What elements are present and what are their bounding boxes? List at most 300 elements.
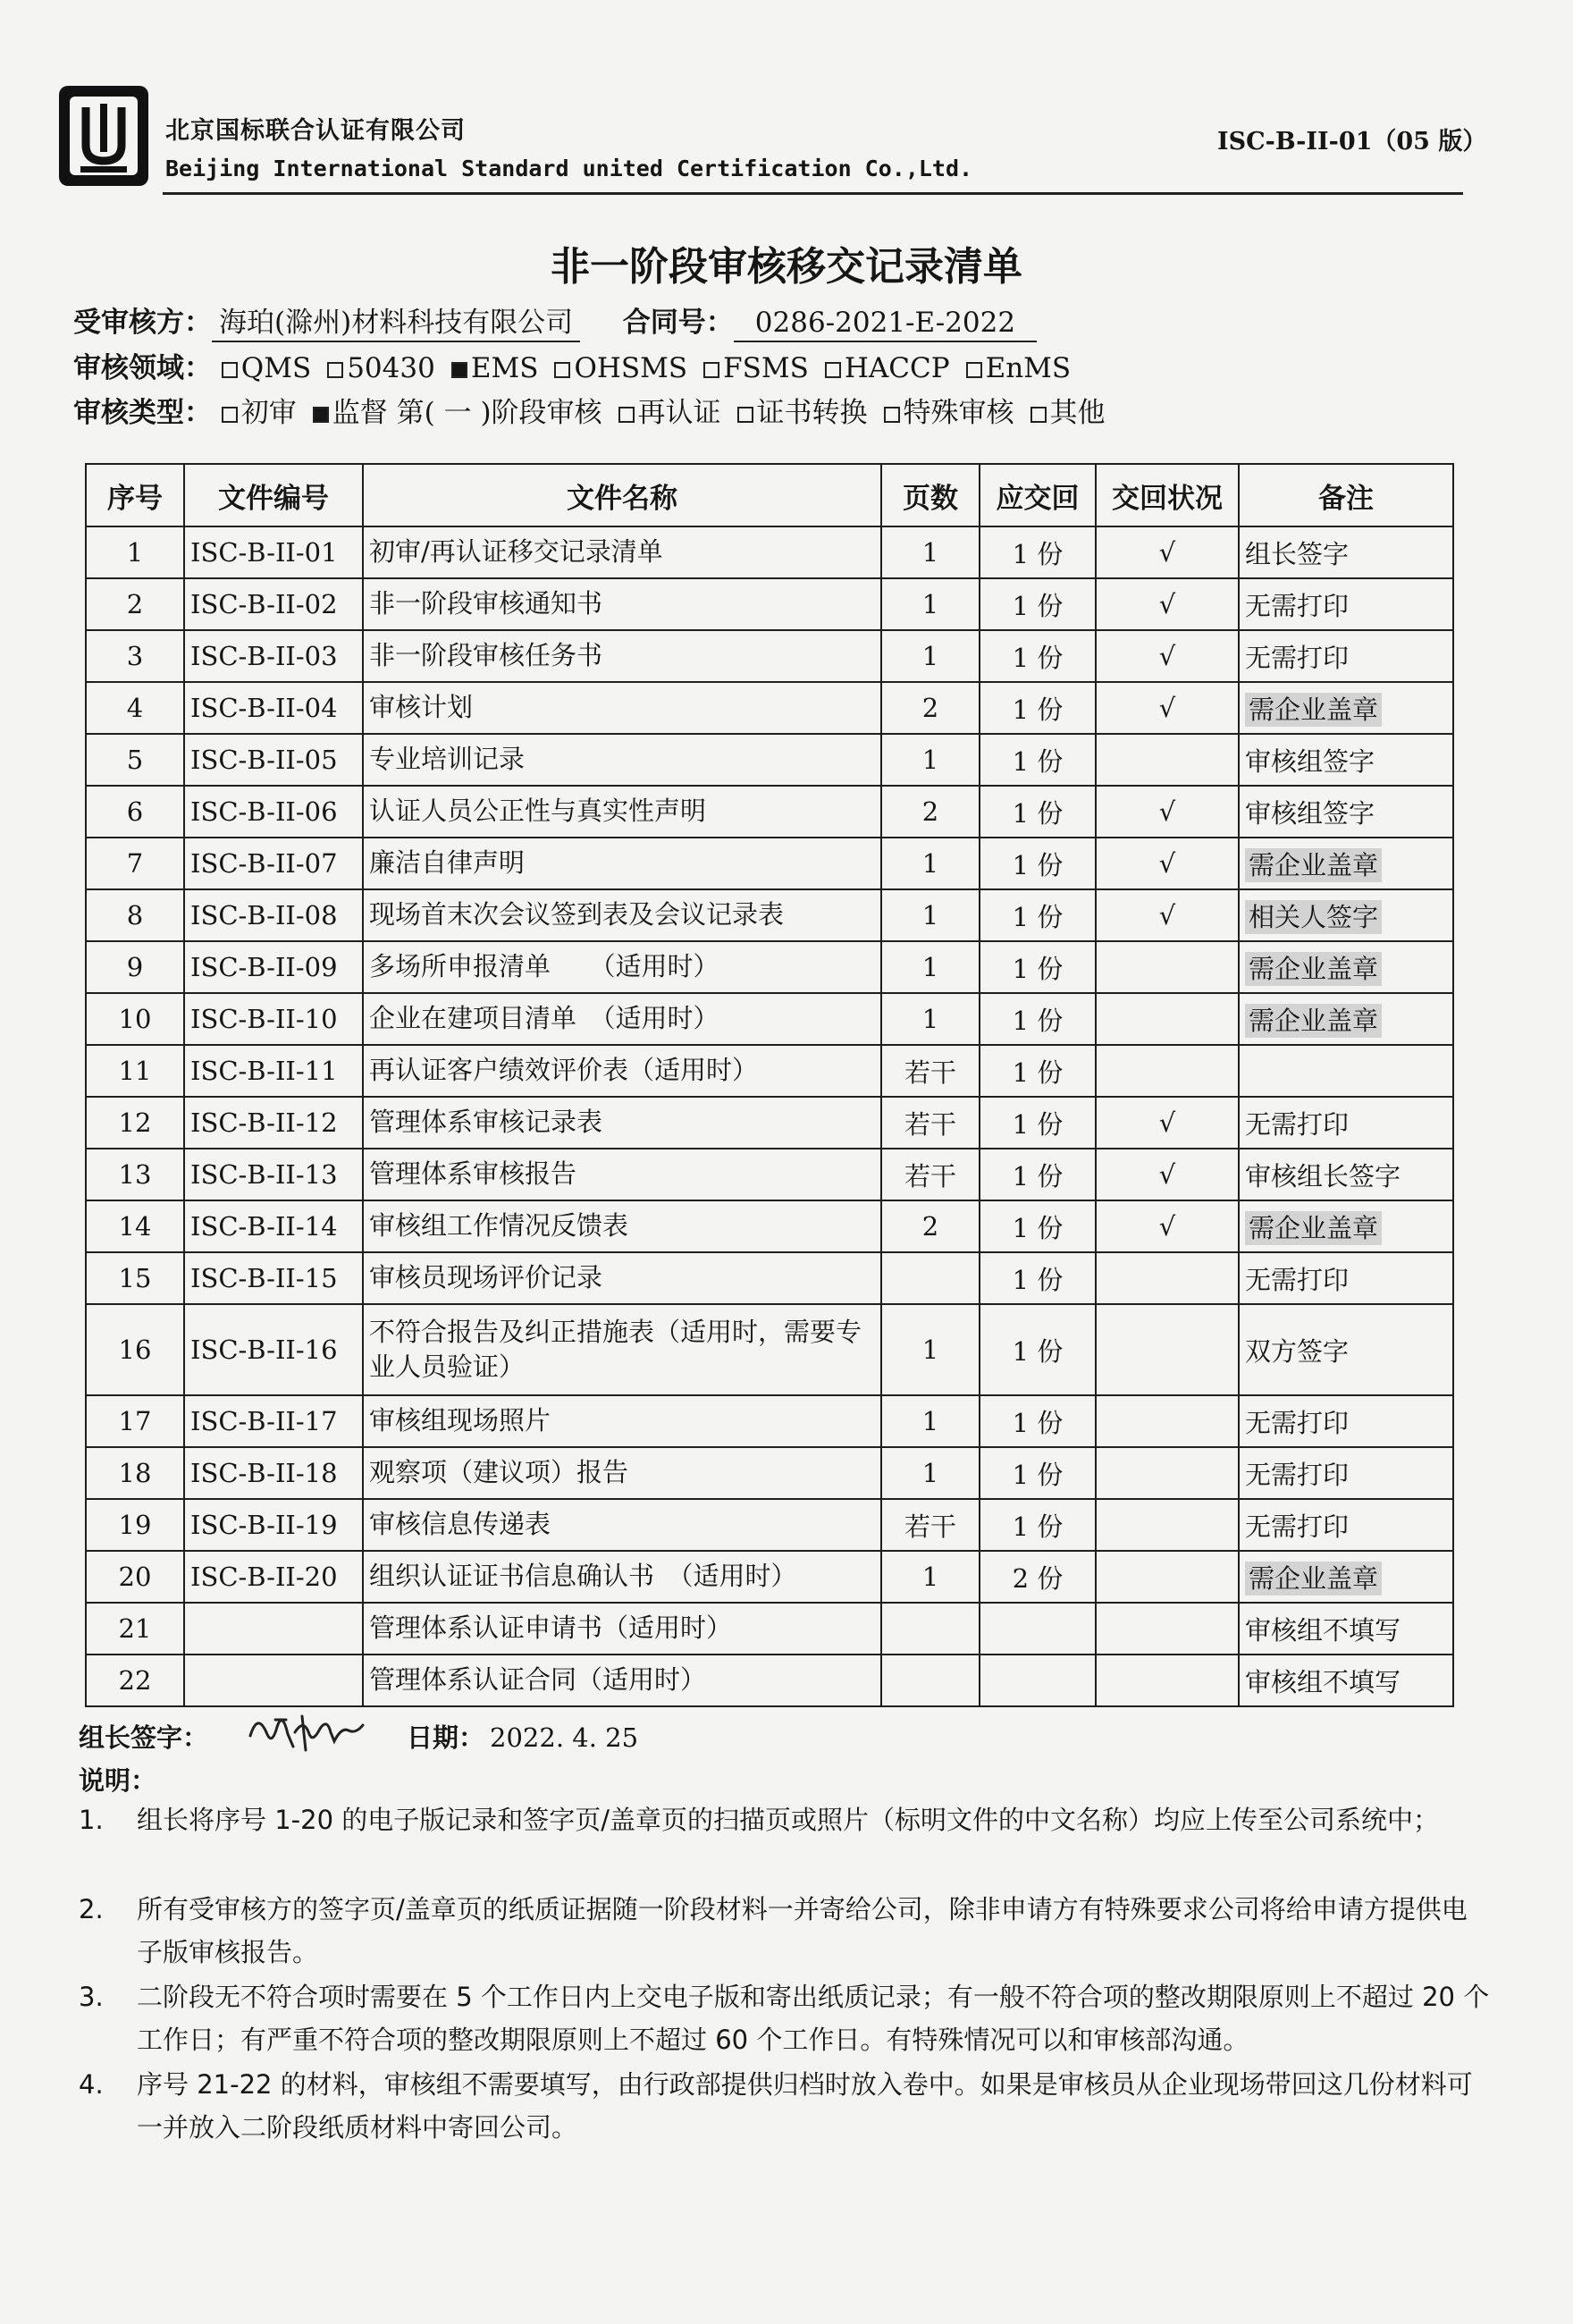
- return-status-cell: [1096, 578, 1239, 630]
- file-code-cell: [184, 1395, 363, 1447]
- page-count-cell: [881, 682, 980, 734]
- file-code: ISC-B-II-01: [190, 537, 338, 568]
- table-row: [86, 1045, 1453, 1097]
- row-number: 2: [126, 589, 144, 619]
- remark: 审核组长签字: [1245, 1160, 1401, 1191]
- table-row: [86, 1655, 1453, 1706]
- copies-due: 1 份: [1012, 642, 1064, 673]
- file-name: 审核计划: [369, 692, 474, 723]
- file-name-cell: [363, 1447, 881, 1499]
- page-count-cell: [881, 1655, 980, 1706]
- table-row: [86, 889, 1453, 941]
- file-name: 专业培训记录: [369, 744, 526, 775]
- remark-cell: [1239, 578, 1453, 630]
- remark: 无需打印: [1245, 1108, 1350, 1140]
- file-name-cell: [363, 1252, 881, 1304]
- return-status-cell: [1096, 1395, 1239, 1447]
- return-status-cell: [1096, 1304, 1239, 1395]
- file-name-cell: [363, 1655, 881, 1706]
- audit-field-option-label: 50430: [347, 352, 435, 384]
- copies-due-cell: [980, 1097, 1096, 1149]
- row-number: 5: [126, 745, 144, 775]
- table-row: [86, 1149, 1453, 1200]
- remark-cell: [1239, 838, 1453, 889]
- copies-due: 1 份: [1012, 694, 1064, 725]
- copies-due: 1 份: [1012, 1407, 1064, 1438]
- row-number: 17: [118, 1406, 152, 1436]
- table-row: [86, 1551, 1453, 1603]
- file-code: ISC-B-II-10: [190, 1004, 338, 1034]
- row-number-cell: [86, 1304, 184, 1395]
- copies-due: 1 份: [1012, 953, 1064, 984]
- file-name: 非一阶段审核任务书: [369, 640, 603, 671]
- page-count: 若干: [904, 1160, 956, 1191]
- file-name-cell: [363, 630, 881, 682]
- copies-due-cell: [980, 786, 1096, 838]
- copies-due-cell: [980, 1045, 1096, 1097]
- page-count-cell: [881, 1499, 980, 1551]
- remark: 双方签字: [1245, 1335, 1350, 1367]
- audit-field-option: [451, 352, 539, 384]
- file-name-cell: [363, 1149, 881, 1200]
- row-number-cell: [86, 1551, 184, 1603]
- file-name-cell: [363, 838, 881, 889]
- row-number-cell: [86, 1499, 184, 1551]
- return-status-cell: [1096, 1097, 1239, 1149]
- unchecked-box-icon: [737, 407, 753, 423]
- note-text: 二阶段无不符合项时需要在 5 个工作日内上交电子版和寄出纸质记录；有一般不符合项的整改期限原则上不超过 20 个工作日；有严重不符合项的整改期限原则上不超过 60 个工作日。有特殊情况可以和审核部沟通。: [137, 1982, 1490, 2055]
- remark-cell: [1239, 1045, 1453, 1097]
- file-code: ISC-B-II-13: [190, 1159, 338, 1190]
- page-count-cell: [881, 889, 980, 941]
- remark: 需企业盖章: [1245, 952, 1382, 986]
- file-code: ISC-B-II-03: [190, 641, 338, 671]
- handwritten-signature-icon: [241, 1700, 375, 1763]
- audit-field-line: [73, 345, 1087, 385]
- return-status-cell: [1096, 1149, 1239, 1200]
- header-divider: [163, 192, 1463, 195]
- file-code: ISC-B-II-09: [190, 952, 338, 982]
- copies-due-cell: [980, 1252, 1096, 1304]
- file-code: ISC-B-II-18: [190, 1458, 338, 1488]
- remark-cell: [1239, 1499, 1453, 1551]
- file-code-cell: [184, 1551, 363, 1603]
- audit-type-line: [73, 390, 1122, 430]
- table-row: [86, 1603, 1453, 1655]
- row-number-cell: [86, 941, 184, 993]
- table-row: [86, 1499, 1453, 1551]
- row-number-cell: [86, 578, 184, 630]
- unchecked-box-icon: [884, 407, 900, 423]
- remark-cell: [1239, 1655, 1453, 1706]
- return-status: √: [1158, 796, 1176, 827]
- row-number: 6: [126, 796, 144, 827]
- file-code-cell: [184, 578, 363, 630]
- copies-due-cell: [980, 1551, 1096, 1603]
- page-count-cell: [881, 630, 980, 682]
- remark-cell: [1239, 1304, 1453, 1395]
- copies-due: 1 份: [1012, 590, 1064, 621]
- return-status: √: [1158, 641, 1176, 671]
- page-count: 1: [921, 537, 939, 568]
- note-item-2: [79, 1888, 1491, 1974]
- remark-cell: [1239, 1603, 1453, 1655]
- remark: 无需打印: [1245, 1264, 1350, 1295]
- file-name: 管理体系审核报告: [369, 1158, 577, 1190]
- row-number: 1: [126, 537, 144, 568]
- remark-cell: [1239, 1149, 1453, 1200]
- audit-type-option: [313, 397, 602, 429]
- return-status-cell: [1096, 682, 1239, 734]
- file-name: 非一阶段审核通知书: [369, 588, 603, 619]
- table-row: [86, 838, 1453, 889]
- audit-field-option: [966, 352, 1072, 384]
- return-status-cell: [1096, 734, 1239, 786]
- row-number-cell: [86, 838, 184, 889]
- row-number-cell: [86, 1395, 184, 1447]
- leader-sign-label: 组长签字：: [79, 1722, 209, 1753]
- file-code: ISC-B-II-19: [190, 1510, 338, 1540]
- audit-type-label: 审核类型：: [73, 397, 212, 429]
- unchecked-box-icon: [1030, 407, 1047, 423]
- copies-due-cell: [980, 889, 1096, 941]
- row-number-cell: [86, 1252, 184, 1304]
- row-number-cell: [86, 1149, 184, 1200]
- page-count: 2: [921, 796, 939, 827]
- remark-cell: [1239, 526, 1453, 578]
- page-count-cell: [881, 526, 980, 578]
- row-number: 9: [126, 952, 144, 982]
- remark-cell: [1239, 1097, 1453, 1149]
- file-code-cell: [184, 993, 363, 1045]
- page-count-cell: [881, 1304, 980, 1395]
- page-count-cell: [881, 993, 980, 1045]
- note-number: 4.: [79, 2069, 104, 2100]
- note-text: 所有受审核方的签字页/盖章页的纸质证据随一阶段材料一并寄给公司，除非申请方有特殊要求公司将给申请方提供电子版审核报告。: [137, 1894, 1468, 1967]
- return-status-cell: [1096, 1655, 1239, 1706]
- return-status-cell: [1096, 993, 1239, 1045]
- transfer-record-table: [85, 463, 1454, 1707]
- file-name-cell: [363, 941, 881, 993]
- file-name-cell: [363, 889, 881, 941]
- remark: 无需打印: [1245, 1407, 1350, 1438]
- row-number: 13: [118, 1159, 152, 1190]
- file-name-cell: [363, 578, 881, 630]
- remark-cell: [1239, 786, 1453, 838]
- file-name-cell: [363, 1200, 881, 1252]
- return-status: √: [1158, 693, 1176, 723]
- file-code: ISC-B-II-05: [190, 745, 338, 775]
- table-row: [86, 941, 1453, 993]
- file-code: ISC-B-II-02: [190, 589, 338, 619]
- page-count-cell: [881, 1045, 980, 1097]
- page-count-cell: [881, 941, 980, 993]
- page-count-cell: [881, 1149, 980, 1200]
- remark: 需企业盖章: [1245, 693, 1382, 727]
- page-count: 1: [921, 1458, 939, 1488]
- page-count-cell: [881, 786, 980, 838]
- audit-type-option: [222, 397, 297, 429]
- table-row: [86, 734, 1453, 786]
- date-label: 日期：: [407, 1722, 485, 1753]
- page-count: 若干: [904, 1511, 956, 1542]
- page-count: 1: [921, 745, 939, 775]
- note-number: 1.: [79, 1805, 104, 1835]
- row-number: 20: [118, 1562, 152, 1592]
- remark: 需企业盖章: [1245, 1211, 1382, 1245]
- remark-cell: [1239, 682, 1453, 734]
- copies-due-cell: [980, 1447, 1096, 1499]
- file-name-cell: [363, 734, 881, 786]
- audit-type-option-label: 证书转换: [756, 397, 868, 429]
- return-status: √: [1158, 848, 1176, 879]
- page-count: 1: [921, 1562, 939, 1592]
- page-count-cell: [881, 1603, 980, 1655]
- copies-due: 1 份: [1012, 1057, 1064, 1088]
- file-name-cell: [363, 993, 881, 1045]
- file-name: 组织认证证书信息确认书 （适用时）: [369, 1561, 797, 1592]
- remark-cell: [1239, 941, 1453, 993]
- file-code-cell: [184, 734, 363, 786]
- copies-due-cell: [980, 526, 1096, 578]
- file-name-cell: [363, 526, 881, 578]
- audit-type-option-label: 再认证: [637, 397, 721, 429]
- return-status-cell: [1096, 786, 1239, 838]
- table-body: [86, 526, 1453, 1706]
- client-value: 海珀(滁州)材料科技有限公司: [212, 307, 580, 342]
- copies-due: 1 份: [1012, 1264, 1064, 1295]
- page-count-cell: [881, 1200, 980, 1252]
- column-header: 页数: [881, 464, 980, 526]
- row-number: 12: [118, 1107, 152, 1138]
- row-number: 8: [126, 900, 144, 930]
- file-code-cell: [184, 630, 363, 682]
- page-count: 2: [921, 693, 939, 723]
- file-code-cell: [184, 1200, 363, 1252]
- return-status-cell: [1096, 630, 1239, 682]
- table-row: [86, 1304, 1453, 1395]
- file-name-cell: [363, 1045, 881, 1097]
- return-status-cell: [1096, 1499, 1239, 1551]
- remark: 无需打印: [1245, 590, 1350, 621]
- note-item-3: [79, 1975, 1491, 2061]
- return-status-cell: [1096, 1200, 1239, 1252]
- file-code-cell: [184, 1304, 363, 1395]
- page-count: 1: [921, 641, 939, 671]
- client-label: 受审核方：: [73, 307, 212, 339]
- return-status-cell: [1096, 1603, 1239, 1655]
- copies-due: 1 份: [1012, 1511, 1064, 1542]
- return-status-cell: [1096, 1447, 1239, 1499]
- copies-due: 1 份: [1012, 538, 1064, 569]
- copies-due: 2 份: [1012, 1562, 1064, 1594]
- copies-due-cell: [980, 1499, 1096, 1551]
- copies-due: 1 份: [1012, 1212, 1064, 1243]
- table-header-row: [86, 464, 1453, 526]
- notes-title: 说明：: [79, 1765, 157, 1796]
- audit-field-option: [222, 352, 311, 384]
- copies-due-cell: [980, 734, 1096, 786]
- remark-cell: [1239, 1252, 1453, 1304]
- row-number-cell: [86, 630, 184, 682]
- audit-field-option-label: HACCP: [844, 352, 950, 384]
- row-number: 11: [118, 1056, 152, 1086]
- page-count: 1: [921, 1406, 939, 1436]
- page-count: 2: [921, 1211, 939, 1242]
- page-count: 若干: [904, 1108, 956, 1140]
- copies-due-cell: [980, 1603, 1096, 1655]
- file-code: ISC-B-II-14: [190, 1211, 338, 1242]
- audit-type-options: [222, 397, 1122, 429]
- copies-due-cell: [980, 1200, 1096, 1252]
- table-row: [86, 786, 1453, 838]
- file-name: 企业在建项目清单 （适用时）: [369, 1003, 719, 1034]
- audit-field-option-label: QMS: [240, 352, 312, 384]
- file-code: ISC-B-II-16: [190, 1335, 338, 1365]
- remark: 需企业盖章: [1245, 848, 1382, 882]
- copies-due-cell: [980, 838, 1096, 889]
- file-name: 多场所申报清单 （适用时）: [369, 951, 719, 982]
- row-number: 21: [118, 1613, 152, 1644]
- file-code-cell: [184, 1655, 363, 1706]
- remark-cell: [1239, 1200, 1453, 1252]
- copies-due-cell: [980, 941, 1096, 993]
- row-number: 4: [126, 693, 144, 723]
- remark: 审核组签字: [1245, 797, 1375, 829]
- page-count: 1: [921, 1335, 939, 1365]
- company-name-cn: 北京国标联合认证有限公司: [165, 117, 466, 145]
- contract-label: 合同号：: [622, 307, 734, 339]
- file-name-cell: [363, 1395, 881, 1447]
- file-code-cell: [184, 526, 363, 578]
- table-row: [86, 1395, 1453, 1447]
- file-name: 初审/再认证移交记录清单: [369, 536, 663, 568]
- copies-due-cell: [980, 578, 1096, 630]
- audit-field-option: [825, 352, 950, 384]
- unchecked-box-icon: [966, 362, 982, 378]
- file-code: ISC-B-II-11: [190, 1056, 338, 1086]
- page-count: 1: [921, 900, 939, 930]
- row-number-cell: [86, 1655, 184, 1706]
- return-status-cell: [1096, 1045, 1239, 1097]
- file-name: 管理体系审核记录表: [369, 1107, 603, 1138]
- column-header: 应交回: [980, 464, 1096, 526]
- page-count: 1: [921, 952, 939, 982]
- table-row: [86, 993, 1453, 1045]
- file-code-cell: [184, 1149, 363, 1200]
- copies-due: 1 份: [1012, 745, 1064, 777]
- unchecked-box-icon: [825, 362, 841, 378]
- copies-due: 1 份: [1012, 1459, 1064, 1490]
- row-number-cell: [86, 526, 184, 578]
- audit-field-option: [703, 352, 809, 384]
- file-name: 管理体系认证合同（适用时）: [369, 1664, 707, 1696]
- table-row: [86, 1097, 1453, 1149]
- copies-due-cell: [980, 993, 1096, 1045]
- copies-due-cell: [980, 1395, 1096, 1447]
- file-code: ISC-B-II-20: [190, 1562, 338, 1592]
- row-number-cell: [86, 734, 184, 786]
- audit-type-option: [618, 397, 721, 429]
- column-header: 文件编号: [184, 464, 363, 526]
- return-status-cell: [1096, 526, 1239, 578]
- column-header: 备注: [1239, 464, 1453, 526]
- table-row: [86, 682, 1453, 734]
- file-name: 观察项（建议项）报告: [369, 1457, 629, 1488]
- audit-type-option: [884, 397, 1014, 429]
- copies-due: 1 份: [1012, 1108, 1064, 1140]
- row-number-cell: [86, 786, 184, 838]
- checked-box-icon: [313, 407, 329, 423]
- date-line: [407, 1718, 638, 1755]
- return-status-cell: [1096, 1551, 1239, 1603]
- row-number: 15: [118, 1263, 152, 1293]
- return-status: √: [1158, 1159, 1176, 1190]
- file-name: 再认证客户绩效评价表（适用时）: [369, 1055, 759, 1086]
- copies-due-cell: [980, 1304, 1096, 1395]
- file-name: 现场首末次会议签到表及会议记录表: [369, 899, 785, 930]
- remark: 审核组不填写: [1245, 1666, 1401, 1697]
- audit-field-label: 审核领域：: [73, 352, 212, 384]
- return-status-cell: [1096, 1252, 1239, 1304]
- return-status: √: [1158, 1107, 1176, 1138]
- copies-due: 1 份: [1012, 1335, 1064, 1367]
- file-code-cell: [184, 889, 363, 941]
- page-count-cell: [881, 838, 980, 889]
- file-code: ISC-B-II-06: [190, 796, 338, 827]
- unchecked-box-icon: [554, 362, 570, 378]
- copies-due: 1 份: [1012, 901, 1064, 932]
- remark: 组长签字: [1245, 538, 1350, 569]
- row-number-cell: [86, 682, 184, 734]
- note-number: 2.: [79, 1894, 104, 1924]
- page-count: 1: [921, 589, 939, 619]
- remark-cell: [1239, 1395, 1453, 1447]
- file-name: 审核组工作情况反馈表: [369, 1210, 629, 1242]
- file-code: ISC-B-II-12: [190, 1107, 338, 1138]
- file-code-cell: [184, 1045, 363, 1097]
- page-count-cell: [881, 1395, 980, 1447]
- note-text: 组长将序号 1-20 的电子版记录和签字页/盖章页的扫描页或照片（标明文件的中文名称）均应上传至公司系统中；: [137, 1805, 1440, 1835]
- copies-due: 1 份: [1012, 797, 1064, 829]
- remark: 审核组不填写: [1245, 1614, 1401, 1646]
- file-name-cell: [363, 786, 881, 838]
- row-number: 3: [126, 641, 144, 671]
- audit-type-option: [1030, 397, 1106, 429]
- table-row: [86, 526, 1453, 578]
- remark-cell: [1239, 1447, 1453, 1499]
- document-code: ISC-B-II-01（05 版）: [1217, 128, 1487, 156]
- row-number: 19: [118, 1510, 152, 1540]
- note-number: 3.: [79, 1982, 104, 2012]
- file-code: ISC-B-II-07: [190, 848, 338, 879]
- client-line: [73, 299, 1037, 340]
- file-code-cell: [184, 1499, 363, 1551]
- date-value: 2022. 4. 25: [490, 1722, 639, 1753]
- remark-cell: [1239, 630, 1453, 682]
- page-count-cell: [881, 734, 980, 786]
- row-number: 22: [118, 1665, 152, 1696]
- audit-field-option-label: OHSMS: [574, 352, 688, 384]
- remark-cell: [1239, 1551, 1453, 1603]
- file-code: ISC-B-II-08: [190, 900, 338, 930]
- note-text: 序号 21-22 的材料，审核组不需要填写，由行政部提供归档时放入卷中。如果是审核员从企业现场带回这几份材料可一并放入二阶段纸质材料中寄回公司。: [137, 2069, 1473, 2143]
- return-status-cell: [1096, 838, 1239, 889]
- copies-due-cell: [980, 1655, 1096, 1706]
- remark: 无需打印: [1245, 642, 1350, 673]
- file-name: 廉洁自律声明: [369, 847, 526, 879]
- audit-field-option: [554, 352, 687, 384]
